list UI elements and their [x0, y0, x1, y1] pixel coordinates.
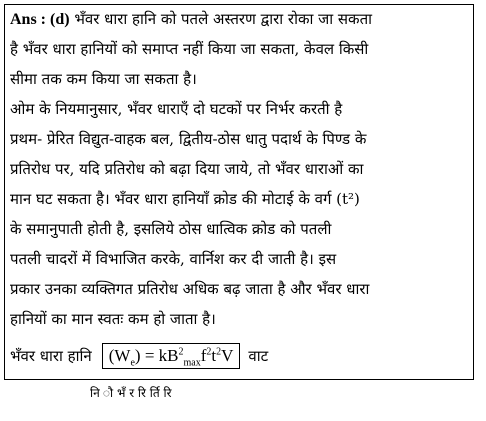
- answer-label: Ans : (d): [10, 11, 70, 28]
- formula-sup-3: 2: [216, 346, 222, 358]
- answer-line-11: हानियों का मान स्वतः कम हो जाता है।: [10, 310, 216, 328]
- answer-line-10: प्रकार उनका व्यक्तिगत प्रतिरोध अधिक बढ़ जाता है और भँवर धारा: [10, 280, 370, 298]
- formula-line: [10, 343, 268, 369]
- answer-line-9: पतली चादरों में विभाजित करके, वार्निश कर दी जाती है। इस: [10, 250, 337, 268]
- answer-line-8: के समानुपाती होती है, इसलिये ठोस धात्विक क्रोड को पतली: [10, 220, 332, 238]
- formula-lhs-sub: e: [130, 357, 135, 369]
- cutoff-text: नि ौ भँ र रि र्ति रि: [90, 386, 172, 400]
- formula-sup-2: 2: [206, 346, 212, 358]
- answer-line-5: प्रथम- प्रेरित विद्युत-वाहक बल, द्वितीय-ठोस धातु पदार्थ के पिण्ड के: [10, 130, 367, 148]
- formula-t: t: [211, 346, 217, 365]
- formula-sub-max: max: [183, 357, 201, 369]
- formula-unit: वाट: [248, 347, 269, 365]
- answer-line-6: प्रतिरोध पर, यदि प्रतिरोध को बढ़ा दिया जाये, तो भँवर धाराओं का: [10, 160, 364, 178]
- answer-box: [4, 4, 474, 380]
- formula-v: V: [221, 346, 234, 365]
- answer-line-1: [10, 9, 372, 31]
- answer-line-3: सीमा तक कम किया जा सकता है।: [10, 70, 197, 88]
- formula-lhs: W: [114, 346, 131, 365]
- formula-sup-1: 2: [178, 346, 184, 358]
- formula-rhs-main: kB: [158, 346, 179, 365]
- answer-line-7: मान घट सकता है। भँवर धारा हानियाँ क्रोड की मोटाई के वर्ग (t²): [10, 190, 360, 208]
- formula-prefix: भँवर धारा हानि: [10, 347, 92, 365]
- formula-box: $(W_e) = kB^2_{max}f^2t^2V$: [102, 343, 241, 369]
- answer-line-2: है भँवर धारा हानियों को समाप्त नहीं किया जा सकता, केवल किसी: [10, 40, 369, 58]
- answer-line-4: ओम के नियमानुसार, भँवर धाराएँ दो घटकों पर निर्भर करती है: [10, 100, 343, 118]
- formula-f: f: [200, 346, 207, 365]
- answer-text-1: भँवर धारा हानि को पतले अस्तरण द्वारा रोका जा सकता: [74, 10, 373, 28]
